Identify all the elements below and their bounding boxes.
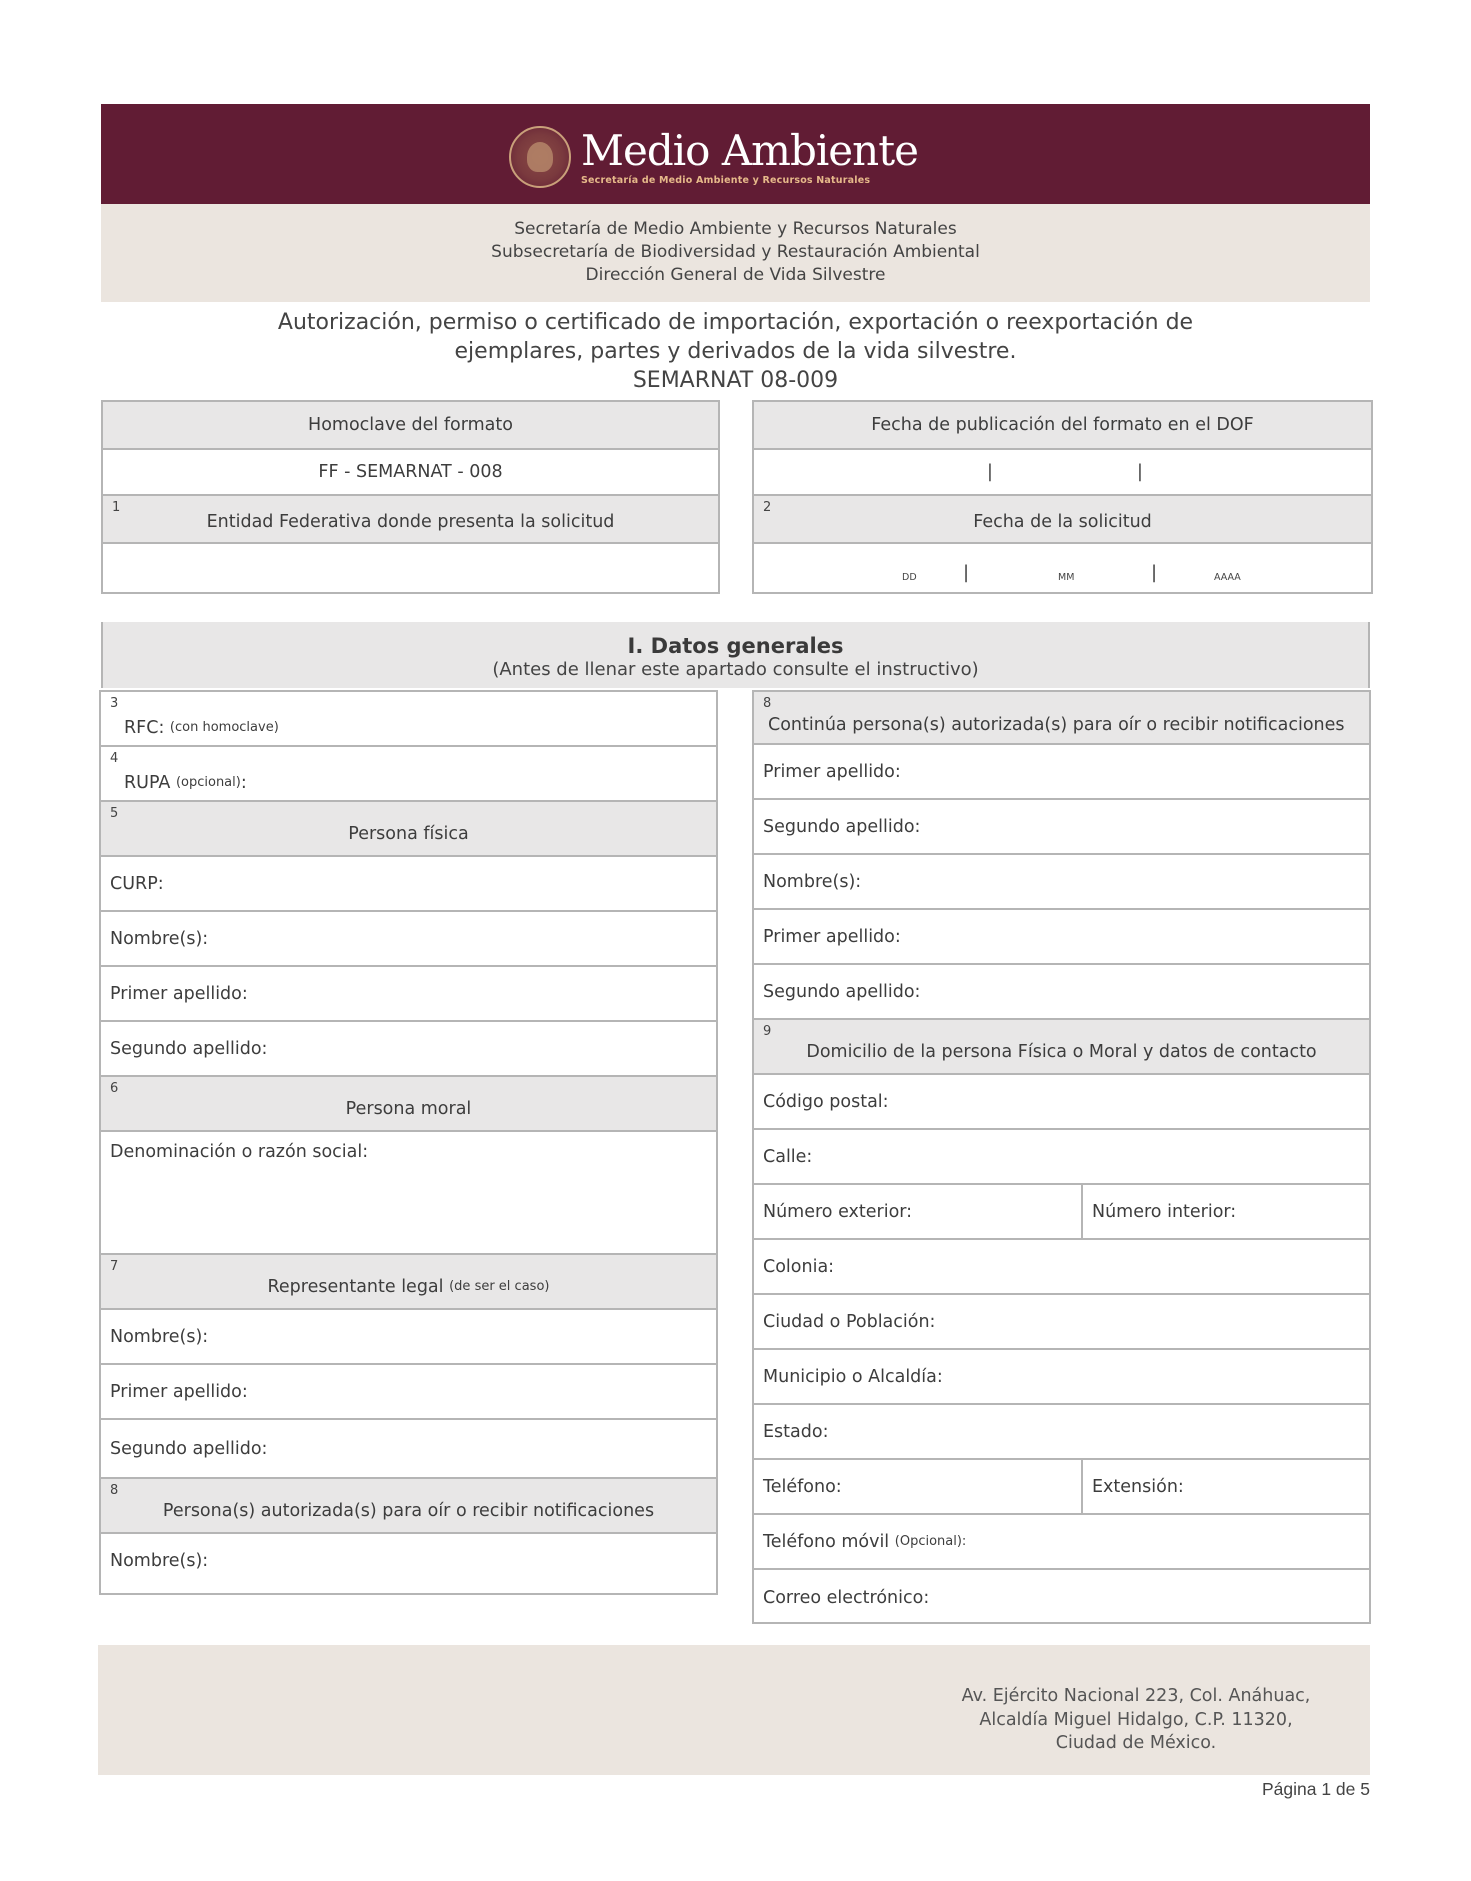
continua-autorizada-header: 8 Continúa persona(s) autorizada(s) para oír o recibir notificaciones — [754, 692, 1369, 745]
rep-segundo-apellido-field[interactable]: Segundo apellido: — [101, 1420, 716, 1479]
fecha-box — [752, 400, 1373, 594]
day-label: DD — [902, 572, 917, 583]
rep-primer-apellido-field[interactable]: Primer apellido: — [101, 1365, 716, 1420]
c-segundo-apellido-2-field[interactable]: Segundo apellido: — [754, 965, 1369, 1020]
date-separator: | — [1137, 462, 1143, 482]
telefono-movil-field[interactable]: Teléfono móvil (Opcional): — [754, 1515, 1369, 1570]
autorizada-header: 8 Persona(s) autorizada(s) para oír o recibir notificaciones — [101, 1479, 716, 1534]
colonia-field[interactable]: Colonia: — [754, 1240, 1369, 1295]
entidad-header: 1 Entidad Federativa donde presenta la solicitud — [103, 496, 718, 544]
homoclave-header: Homoclave del formato — [103, 402, 718, 450]
field-number: 1 — [112, 500, 121, 515]
telefono-row — [754, 1460, 1369, 1515]
aut-nombre-field[interactable]: Nombre(s): — [110, 1550, 209, 1571]
left-column-form — [99, 690, 718, 1595]
pf-primer-apellido-field[interactable]: Primer apellido: — [101, 967, 716, 1022]
rupa-field[interactable]: 4 RUPA (opcional) : — [101, 747, 716, 802]
section-header — [101, 622, 1370, 688]
persona-moral-header: 6 Persona moral — [101, 1077, 716, 1132]
homoclave-box — [101, 400, 720, 594]
entidad-input[interactable] — [103, 544, 718, 592]
logo-subtitle: Secretaría de Medio Ambiente y Recursos Naturales — [581, 174, 871, 186]
c-segundo-apellido-1-field[interactable]: Segundo apellido: — [754, 800, 1369, 855]
month-label: MM — [1058, 572, 1075, 583]
field-number: 8 — [763, 696, 772, 711]
c-primer-apellido-1-field[interactable]: Primer apellido: — [754, 745, 1369, 800]
numero-interior-field[interactable]: Número interior: — [1092, 1201, 1237, 1222]
c-nombre-2-field[interactable]: Nombre(s): — [754, 855, 1369, 910]
curp-field[interactable]: CURP: — [101, 857, 716, 912]
persona-fisica-header: 5 Persona física — [101, 802, 716, 857]
field-number: 9 — [763, 1024, 772, 1039]
title-line-2: ejemplares, partes y derivados de la vida silvestre. — [454, 339, 1017, 364]
title-line-3: SEMARNAT 08-009 — [632, 368, 839, 393]
ciudad-field[interactable]: Ciudad o Población: — [754, 1295, 1369, 1350]
c-primer-apellido-2-field[interactable]: Primer apellido: — [754, 910, 1369, 965]
field-number: 6 — [110, 1081, 119, 1096]
agency-line-2: Subsecretaría de Biodiversidad y Restauración Ambiental — [491, 242, 980, 262]
razon-social-field[interactable]: Denominación o razón social: — [101, 1132, 716, 1255]
agency-line-1: Secretaría de Medio Ambiente y Recursos Naturales — [514, 219, 957, 239]
fecha-dof-header: Fecha de publicación del formato en el DOF — [754, 402, 1371, 450]
correo-field[interactable]: Correo electrónico: — [763, 1587, 930, 1608]
agency-line-3: Dirección General de Vida Silvestre — [585, 265, 886, 285]
year-label: AAAA — [1214, 572, 1241, 583]
footer-address: Av. Ejército Nacional 223, Col. Anáhuac, Alcaldía Miguel Hidalgo, C.P. 11320, Ciudad de México. — [961, 1686, 1311, 1753]
numero-exterior-field[interactable]: Número exterior: — [754, 1185, 1083, 1238]
header-banner — [101, 104, 1370, 204]
right-column-form — [752, 690, 1371, 1624]
field-number: 2 — [763, 500, 772, 515]
national-seal-icon — [509, 126, 571, 188]
field-number: 4 — [110, 751, 119, 766]
fecha-solicitud-input[interactable] — [754, 544, 1371, 592]
date-separator: | — [1151, 562, 1158, 583]
telefono-field[interactable]: Teléfono: — [754, 1460, 1083, 1513]
field-number: 5 — [110, 806, 119, 821]
section-title: I. Datos generales — [627, 634, 844, 658]
page-number: Página 1 de 5 — [1261, 1779, 1370, 1799]
domicilio-header: 9 Domicilio de la persona Física o Moral y datos de contacto — [754, 1020, 1369, 1075]
numero-row — [754, 1185, 1369, 1240]
section-subtitle: (Antes de llenar este apartado consulte el instructivo) — [492, 659, 979, 680]
agency-header — [101, 204, 1370, 302]
rep-nombre-field[interactable]: Nombre(s): — [101, 1310, 716, 1365]
logo — [509, 126, 918, 188]
logo-title: Medio Ambiente — [581, 125, 918, 175]
date-separator: | — [987, 462, 993, 482]
extension-field[interactable]: Extensión: — [1092, 1476, 1184, 1497]
fecha-solicitud-header: 2 Fecha de la solicitud — [754, 496, 1371, 544]
municipio-field[interactable]: Municipio o Alcaldía: — [754, 1350, 1369, 1405]
field-number: 3 — [110, 696, 119, 711]
date-separator: | — [963, 562, 970, 583]
footer — [98, 1645, 1370, 1775]
field-number: 7 — [110, 1259, 119, 1274]
codigo-postal-field[interactable]: Código postal: — [754, 1075, 1369, 1130]
representante-header: 7 Representante legal (de ser el caso) — [101, 1255, 716, 1310]
document-title — [101, 308, 1370, 395]
estado-field[interactable]: Estado: — [754, 1405, 1369, 1460]
title-line-1: Autorización, permiso o certificado de importación, exportación o reexportación de — [277, 310, 1194, 335]
rfc-field[interactable]: 3 RFC: (con homoclave) — [101, 692, 716, 747]
fecha-dof-value — [754, 450, 1371, 496]
homoclave-value: FF - SEMARNAT - 008 — [103, 450, 718, 496]
field-number: 8 — [110, 1483, 119, 1498]
pf-segundo-apellido-field[interactable]: Segundo apellido: — [101, 1022, 716, 1077]
pf-nombre-field[interactable]: Nombre(s): — [101, 912, 716, 967]
calle-field[interactable]: Calle: — [754, 1130, 1369, 1185]
